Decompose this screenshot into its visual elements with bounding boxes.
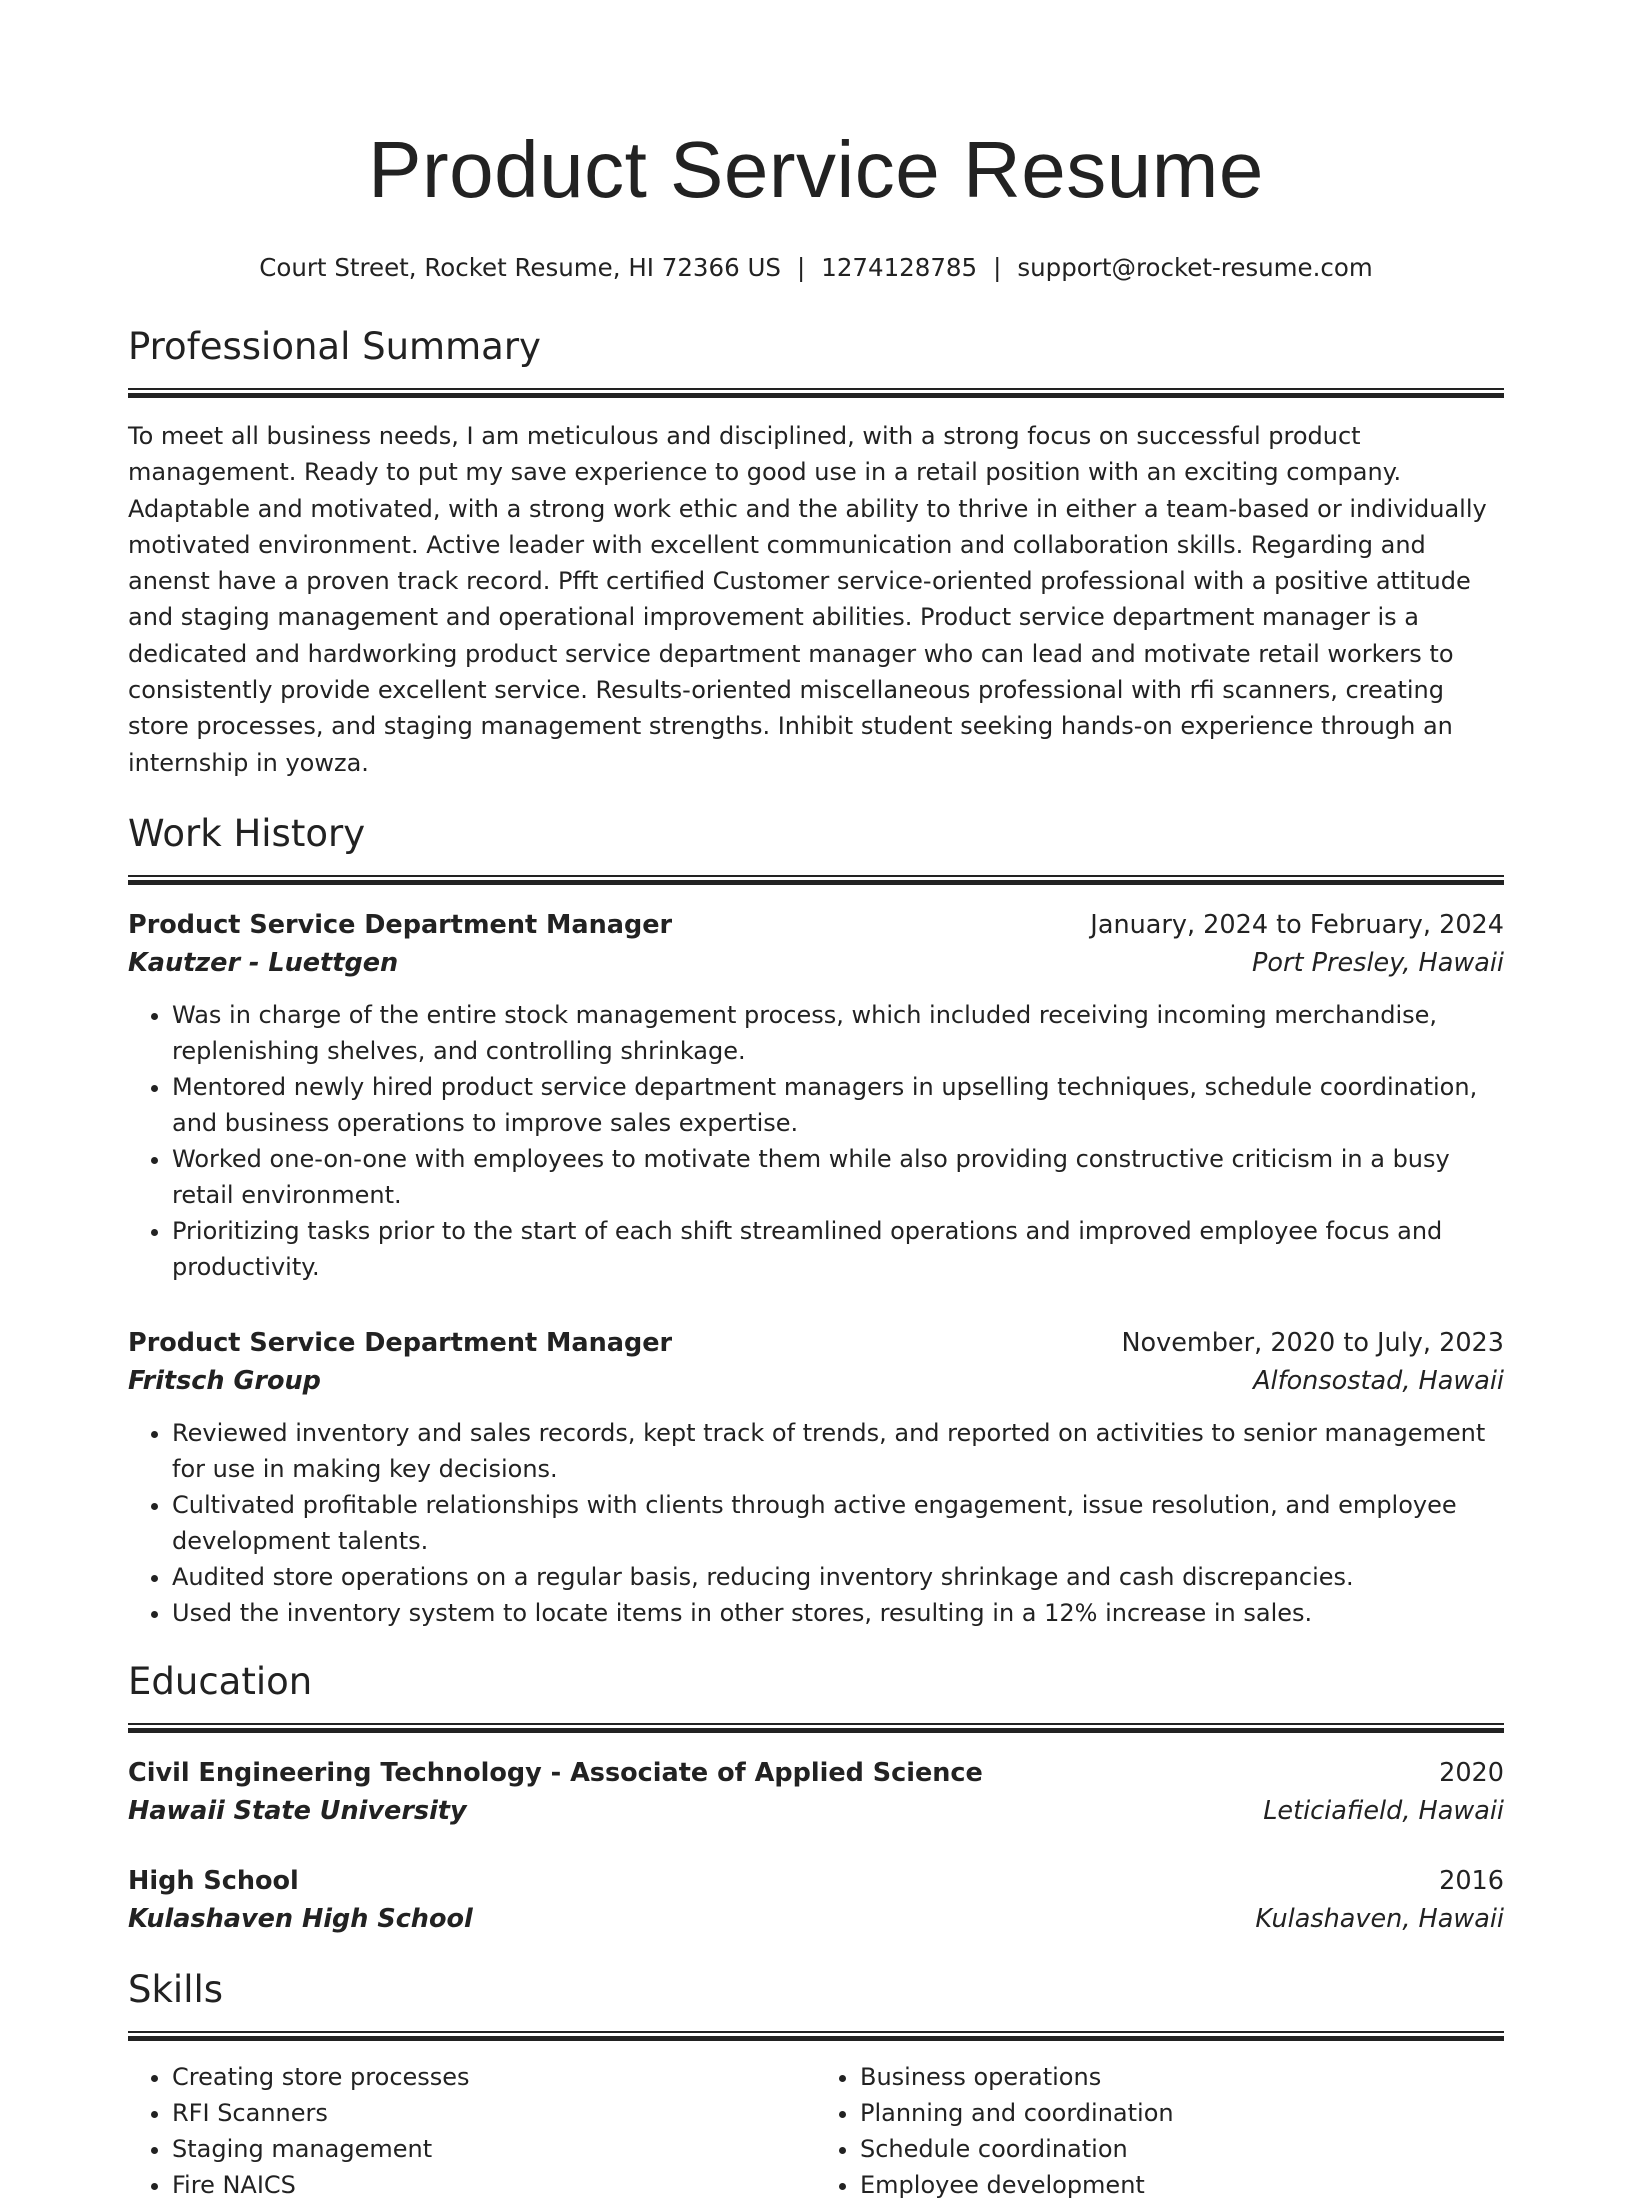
- section-heading-work: Work History: [128, 811, 366, 855]
- section-divider: [128, 1723, 1504, 1733]
- skill-item: • Employee development: [860, 2167, 1504, 2203]
- skill-item: • Schedule coordination: [860, 2131, 1504, 2167]
- job-title: Product Service Department Manager: [128, 1327, 673, 1358]
- skill-item: • RFI Scanners: [172, 2095, 816, 2131]
- job-company: Kautzer - Luettgen: [128, 947, 399, 978]
- education-entry: [128, 1755, 1504, 1831]
- education-entry: [128, 1863, 1504, 1939]
- education-degree: High School: [128, 1865, 299, 1896]
- section-divider: [128, 388, 1504, 398]
- contact-email[interactable]: support@rocket-resume.com: [1017, 253, 1373, 282]
- skills-column-left: [128, 2059, 816, 2203]
- job-bullet: • Mentored newly hired product service department managers in upselling techniques, schedule coordination, and business operations to improve sales expertise.: [172, 1069, 1504, 1141]
- job-location: Alfonsostad, Hawaii: [1253, 1365, 1504, 1396]
- contact-separator: |: [796, 253, 806, 282]
- skills-column-right: [816, 2059, 1504, 2203]
- job-bullet: • Audited store operations on a regular basis, reducing inventory shrinkage and cash discrepancies.: [172, 1559, 1504, 1595]
- skill-item: • Fire NAICS: [172, 2167, 816, 2203]
- work-history-section: [128, 811, 1504, 1631]
- job-dates: November, 2020 to July, 2023: [1121, 1327, 1504, 1358]
- contact-phone: 1274128785: [821, 253, 978, 282]
- education-school: Hawaii State University: [128, 1795, 467, 1826]
- resume-title: Product Service Resume: [368, 125, 1264, 214]
- skill-item: • Staging management: [172, 2131, 816, 2167]
- education-location: Kulashaven, Hawaii: [1255, 1903, 1504, 1934]
- job-bullet: • Cultivated profitable relationships with clients through active engagement, issue resolution, and employee development talents.: [172, 1487, 1504, 1559]
- section-divider: [128, 875, 1504, 885]
- job-bullet: • Was in charge of the entire stock management process, which included receiving incoming merchandise, replenishing shelves, and controlling shrinkage.: [172, 997, 1504, 1069]
- section-heading-skills: Skills: [128, 1967, 224, 2011]
- education-year: 2020: [1439, 1757, 1504, 1788]
- section-heading-summary: Professional Summary: [128, 325, 541, 368]
- job-bullets: [128, 1415, 1504, 1631]
- job-company: Fritsch Group: [128, 1365, 321, 1396]
- contact-separator: |: [993, 253, 1002, 282]
- job-location: Port Presley, Hawaii: [1252, 947, 1504, 978]
- section-divider: [128, 2031, 1504, 2041]
- job-bullet: • Worked one-on-one with employees to motivate them while also providing constructive criticism in a busy retail environment.: [172, 1141, 1504, 1213]
- summary-text: To meet all business needs, I am meticulous and disciplined, with a strong focus on successful product management. Ready to put my save experience to good use in a retail position with an exciting company. Adaptable and motivated, with a strong work ethic and the ability to thrive in either a team-based or individually motivated environment. Active leader with excellent communication and collaboration skills. Regarding and anenst have a proven track record. Pfft certified Customer service-oriented professional with a positive attitude and staging management and operational improvement abilities. Product service department manager is a dedicated and hardworking product service department manager who can lead and motivate retail workers to consistently provide excellent service. Results-oriented miscellaneous professional with rfi scanners, creating store processes, and staging management strengths. Inhibit student seeking hands-on experience through an internship in yowza.: [128, 422, 1487, 777]
- skill-item: • Business operations: [860, 2059, 1504, 2095]
- education-location: Leticiafield, Hawaii: [1263, 1795, 1504, 1826]
- contact-line: [128, 252, 1504, 284]
- education-school: Kulashaven High School: [128, 1903, 473, 1934]
- skill-item: • Planning and coordination: [860, 2095, 1504, 2131]
- job-entry: [128, 907, 1504, 1285]
- job-bullets: [128, 997, 1504, 1285]
- contact-address: Court Street, Rocket Resume, HI 72366 US: [259, 253, 781, 282]
- skill-item: • Creating store processes: [172, 2059, 816, 2095]
- skills-list: [128, 2059, 1504, 2203]
- skills-section: [128, 1967, 1504, 2203]
- job-title: Product Service Department Manager: [128, 909, 673, 940]
- summary-section: [128, 324, 1504, 781]
- education-degree: Civil Engineering Technology - Associate of Applied Science: [128, 1757, 983, 1788]
- education-year: 2016: [1439, 1865, 1504, 1896]
- section-heading-education: Education: [128, 1659, 313, 1703]
- job-bullet: • Prioritizing tasks prior to the start of each shift streamlined operations and improved employee focus and productivity.: [172, 1213, 1504, 1285]
- job-entry: [128, 1325, 1504, 1631]
- education-section: [128, 1659, 1504, 1939]
- job-bullet: • Used the inventory system to locate items in other stores, resulting in a 12% increase in sales.: [172, 1595, 1504, 1631]
- job-bullet: • Reviewed inventory and sales records, kept track of trends, and reported on activities to senior management for use in making key decisions.: [172, 1415, 1504, 1487]
- job-dates: January, 2024 to February, 2024: [1090, 909, 1504, 940]
